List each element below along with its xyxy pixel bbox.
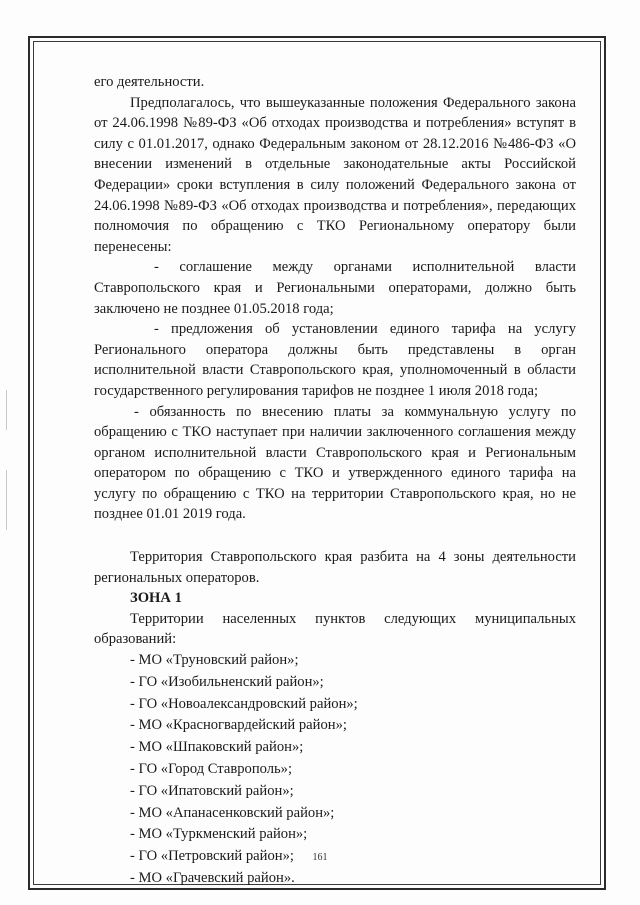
document-body	[94, 72, 576, 890]
list-item: - МО «Красногвардейский район»;	[130, 717, 347, 734]
list-item: - МО «Труновский район»;	[130, 652, 299, 669]
list-item: - ГО «Изобильненский район»;	[130, 673, 324, 690]
list-item: - ГО «Ипатовский район»;	[130, 782, 294, 799]
paragraph-territories-intro: Территории населенных пунктов следующих муниципальных образований:	[94, 610, 576, 648]
list-item: - МО «Апанасенковский район»;	[130, 804, 335, 821]
list-item: - ГО «Новоалександровский район»;	[130, 695, 358, 712]
paragraph-tariff-deadline: - предложения об установлении единого тарифа на услугу Регионального оператора должны быть представлены в орган исполнительной власти Ставропольского края, уполномоченный в области государственного регулирования тарифов не позднее 1 июля 2018 года;	[94, 321, 576, 399]
list-item: - ГО «Петровский район»;	[130, 848, 294, 865]
paragraph-payment-obligation: - обязанность по внесению платы за коммунальную услугу по обращению с ТКО наступает при наличии заключенного соглашения между органом исполнительной власти Ставропольского края и Региональным оператором по обращению с ТКО и утвержденного единого тарифа на услугу по обращению с ТКО на территории Ставропольского края, но не позднее 01.01 2019 года.	[94, 403, 576, 523]
paragraph-law-postponement: Предполагалось, что вышеуказанные положения Федерального закона от 24.06.1998 №89-ФЗ «Об отходах производства и потребления» вступят в силу с 01.01.2017, однако Федеральным законом от 28.12.2016 №486-ФЗ «О внесении изменений в отдельные законодательные акты Российской Федерации» сроки вступления в силу положений Федерального закона от 24.06.1998 №89-ФЗ «Об отходах производства и потребления», передающих полномочия по обращению с ТКО Региональному оператору были перенесены:	[94, 94, 576, 255]
zone-heading: ЗОНА 1	[130, 590, 182, 607]
page-number: 161	[312, 852, 328, 863]
list-item: - МО «Шпаковский район»;	[130, 739, 304, 756]
scan-artifact	[6, 390, 7, 430]
list-item: - МО «Грачевский район».	[130, 870, 295, 886]
scan-artifact	[6, 470, 7, 530]
paragraph-agreement-deadline: - соглашение между органами исполнительной власти Ставропольского края и Региональными операторами, должно быть заключено не позднее 01.05.2018 года;	[94, 259, 576, 317]
paragraph-zones-intro: Территория Ставропольского края разбита на 4 зоны деятельности региональных операторов.	[94, 549, 576, 586]
list-item: - ГО «Город Ставрополь»;	[130, 761, 293, 778]
spacer	[94, 525, 576, 547]
paragraph-continuation: его деятельности.	[94, 74, 205, 90]
list-item: - МО «Туркменский район»;	[130, 826, 308, 843]
